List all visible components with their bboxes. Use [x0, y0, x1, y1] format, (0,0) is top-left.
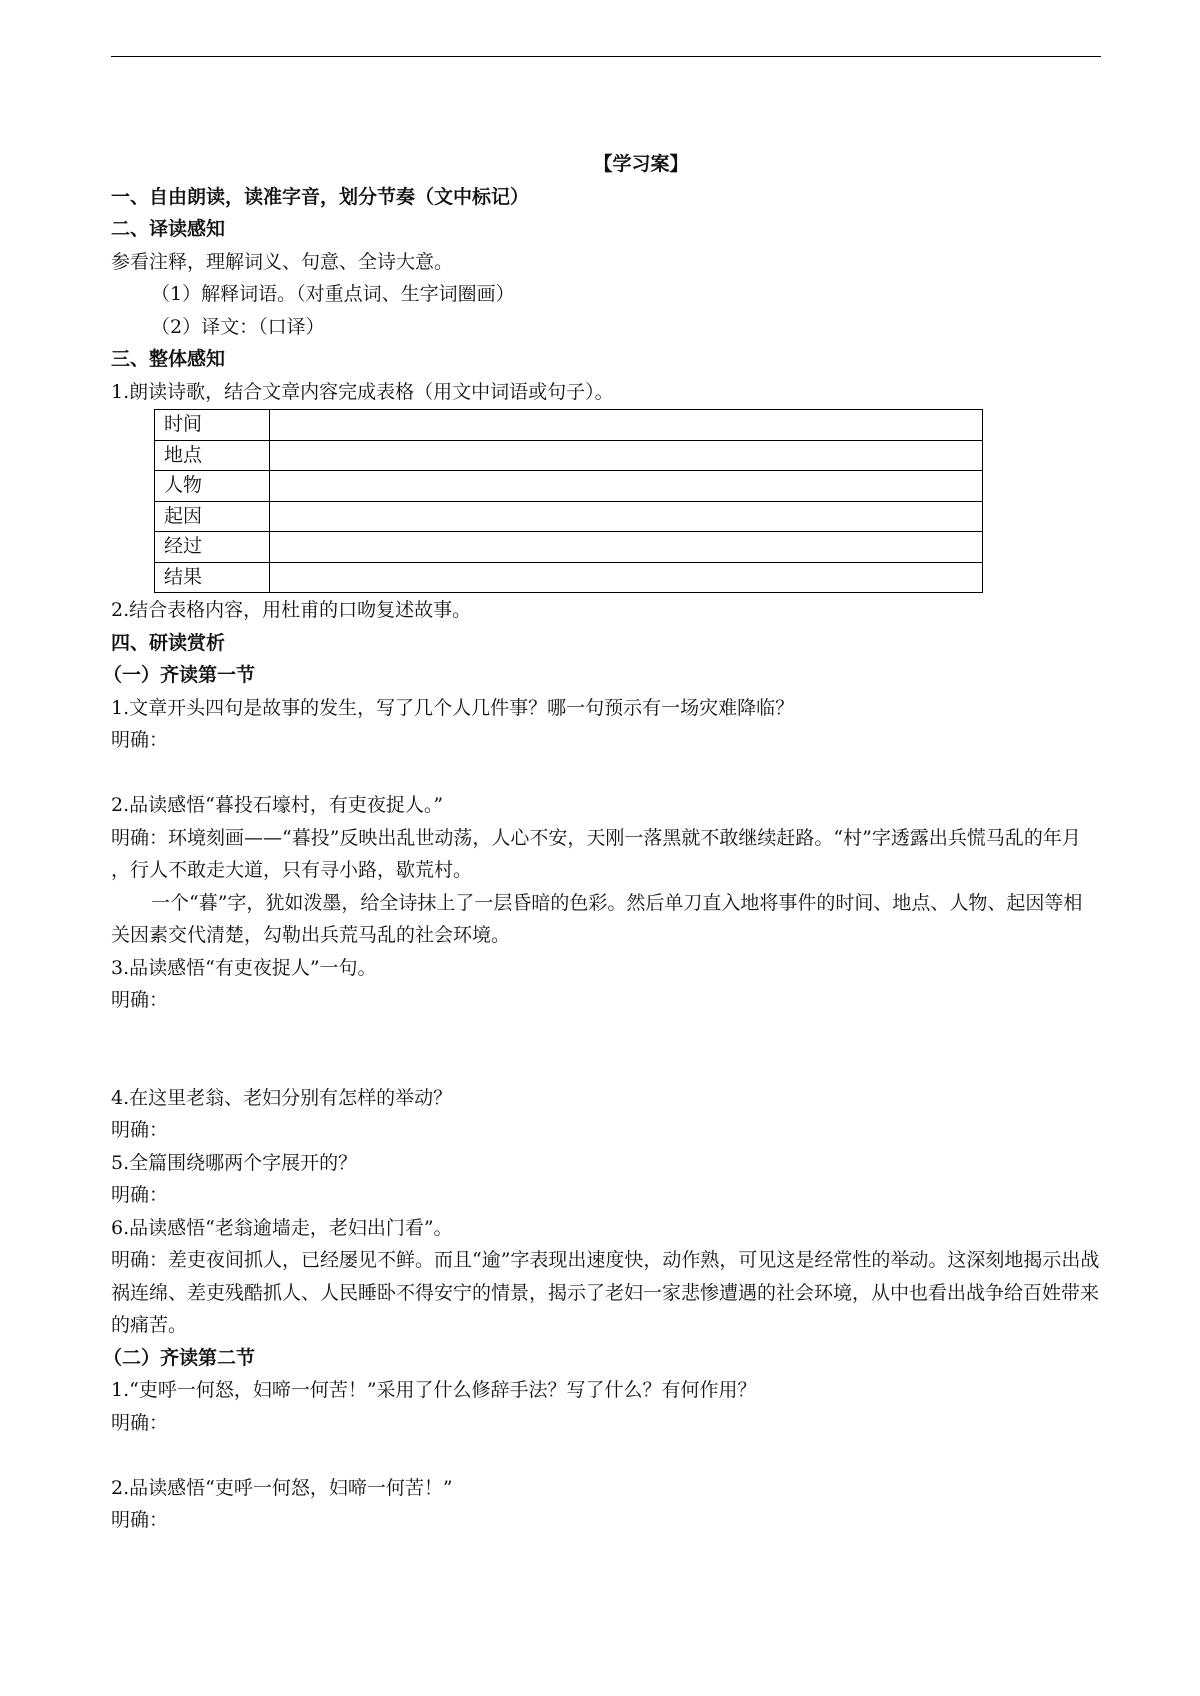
section3-question2: 2.结合表格内容，用杜甫的口吻复述故事。 — [111, 599, 472, 621]
section2-intro: 参看注释，理解词义、句意、全诗大意。 — [111, 250, 454, 273]
document-body — [103, 148, 1101, 1537]
table-row — [155, 532, 983, 563]
header-rule — [111, 56, 1101, 57]
part1-heading: （一）齐读第一节 — [103, 664, 256, 686]
part1-answer2-paragraph2: 一个“暮”字，犹如泼墨，给全诗抹上了一层昏暗的色彩。然后单刀直入地将事件的时间、地点、人物、起因等相关因素交代清楚，勾勒出兵荒马乱的社会环境。 — [111, 891, 1083, 946]
part1-question6: 6.品读感悟“老翁逾墙走，老妇出门看”。 — [111, 1216, 453, 1239]
table-label-result: 结果 — [155, 562, 270, 593]
table-label-characters: 人物 — [155, 471, 270, 502]
table-answer-cell[interactable] — [270, 410, 983, 441]
part2-heading: （二）齐读第二节 — [103, 1346, 256, 1369]
part1-answer4: 明确： — [111, 1119, 169, 1141]
section2-item2: （2）译文：（口译） — [151, 315, 325, 338]
part2-question2: 2.品读感悟“吏呼一何怒，妇啼一何苦！” — [111, 1476, 453, 1499]
part1-question3: 3.品读感悟“有吏夜捉人”一句。 — [111, 956, 377, 979]
part1-question5: 5.全篇围绕哪两个字展开的？ — [111, 1151, 358, 1174]
table-label-cause: 起因 — [155, 501, 270, 532]
table-answer-cell[interactable] — [270, 440, 983, 471]
table-answer-cell[interactable] — [270, 532, 983, 563]
story-elements-table — [154, 409, 983, 593]
section3-question1: 1.朗读诗歌，结合文章内容完成表格（用文中词语或句子）。 — [111, 380, 614, 403]
table-answer-cell[interactable] — [270, 471, 983, 502]
section3-heading: 三、整体感知 — [111, 348, 226, 370]
part1-answer3: 明确： — [111, 989, 169, 1011]
table-label-time: 时间 — [155, 410, 270, 441]
table-label-place: 地点 — [155, 440, 270, 471]
table-answer-cell[interactable] — [270, 501, 983, 532]
table-label-process: 经过 — [155, 532, 270, 563]
answer-space — [111, 1017, 1101, 1082]
page-title: 【学习案】 — [593, 153, 689, 175]
answer-space — [111, 1439, 1101, 1472]
section4-heading: 四、研读赏析 — [111, 631, 226, 654]
part1-question1: 1.文章开头四句是故事的发生，写了几个人几件事？哪一句预示有一场灾难降临？ — [111, 696, 795, 719]
table-answer-cell[interactable] — [270, 562, 983, 593]
table-row — [155, 440, 983, 471]
part1-answer6: 明确：差吏夜间抓人，已经屡见不鲜。而且“逾”字表现出速度快，动作熟，可见这是经常性的举动。这深刻地揭示出战祸连绵、差吏残酷抓人、人民睡卧不得安宁的情景，揭示了老妇一家悲惨遭遇的社会环境，从中也看出战争给百姓带来的痛苦。 — [111, 1249, 1100, 1336]
part1-answer2-paragraph1: 明确：环境刻画——“暮投”反映出乱世动荡，人心不安，天刚一落黑就不敢继续赶路。“村”字透露出兵慌马乱的年月 ，行人不敢走大道，只有寻小路，歇荒村。 — [111, 826, 1081, 881]
section2-item1: （1）解释词语。（对重点词、生字词圈画） — [151, 283, 515, 305]
answer-space — [111, 757, 1101, 790]
part2-answer2: 明确： — [111, 1509, 169, 1531]
table-row — [155, 562, 983, 593]
table-row — [155, 471, 983, 502]
table-row — [155, 410, 983, 441]
part1-answer5: 明确： — [111, 1184, 169, 1206]
section2-heading: 二、译读感知 — [111, 218, 226, 240]
part1-question2: 2.品读感悟“暮投石壕村，有吏夜捉人。” — [111, 794, 444, 816]
part1-answer1: 明确： — [111, 729, 169, 751]
part2-answer1: 明确： — [111, 1411, 169, 1434]
part2-question1: 1.“吏呼一何怒，妇啼一何苦！”采用了什么修辞手法？写了什么？有何作用？ — [111, 1379, 757, 1401]
part1-question4: 4.在这里老翁、老妇分别有怎样的举动？ — [111, 1086, 453, 1109]
table-row — [155, 501, 983, 532]
section1-heading: 一、自由朗读，读准字音，划分节奏（文中标记） — [111, 185, 530, 208]
